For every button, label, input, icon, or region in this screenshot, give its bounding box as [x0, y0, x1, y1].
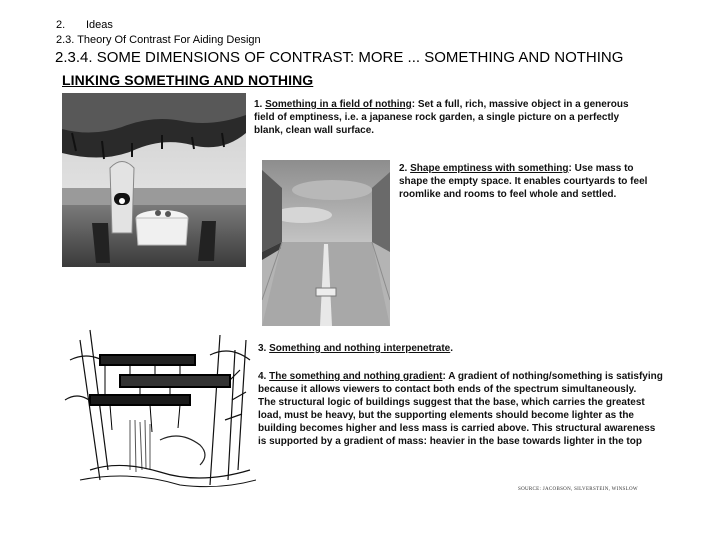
image-caption: SOURCE: JACOBSON, SILVERSTEIN, WINSLOW: [518, 487, 638, 492]
item-4-extra: The structural logic of buildings suggest that the base, which carries the greatest load, must be heavy, but the supporting elements should become lighter as the building becomes higher and less mass is carried above. This structural awareness is supported by a gradient of mass: heavier in the base towards lighter in the top: [258, 397, 656, 447]
item-1-body: : Set a full, rich, massive object in a generous field of emptiness, i.e. a japanese rock garden, a single picture on a perfectly blank, clean wall surface.: [254, 99, 629, 136]
item-1-number: 1.: [254, 99, 263, 110]
item-4: [258, 370, 663, 448]
item-3-number: 3.: [258, 343, 267, 354]
item-3-heading: Something and nothing interpenetrate: [269, 343, 451, 354]
house-sketch: [60, 320, 256, 492]
item-1-heading: Something in a field of nothing: [265, 99, 412, 110]
item-3: [258, 342, 558, 355]
item-2: [399, 162, 659, 201]
section-title: Ideas: [86, 19, 113, 31]
subsection-heading: 2.3. Theory Of Contrast For Aiding Design: [56, 34, 261, 46]
item-4-body: : A gradient of nothing/something is satisfying because it allows viewers to contact both ends of the spectrum simultaneously.: [258, 371, 663, 395]
item-2-heading: Shape emptiness with something: [410, 163, 569, 174]
page-title: 2.3.4. SOME DIMENSIONS OF CONTRAST: MORE ... SOMETHING AND NOTHING: [55, 49, 624, 66]
item-4-number: 4.: [258, 371, 267, 382]
item-2-body: : Use mass to shape the empty space. It enables courtyards to feel roomlike and rooms to feel whole and settled.: [399, 163, 648, 200]
item-4-heading: The something and nothing gradient: [269, 371, 443, 382]
section-heading: [56, 19, 113, 32]
item-3-body: .: [450, 343, 454, 354]
figure-subtitle: LINKING SOMETHING AND NOTHING: [62, 72, 314, 88]
courtyard-photo: [262, 160, 390, 326]
section-number: 2.: [56, 19, 66, 31]
item-1: [254, 98, 634, 137]
patio-photo: [62, 93, 246, 267]
item-2-number: 2.: [399, 163, 408, 174]
